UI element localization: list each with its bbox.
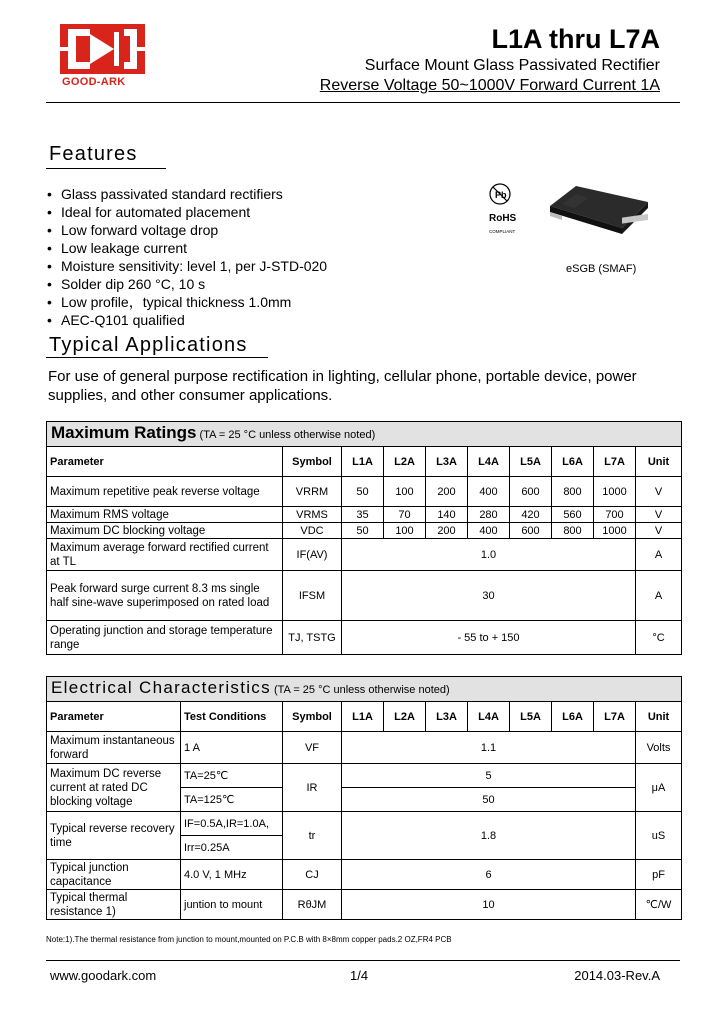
col-header: Parameter [47, 447, 283, 477]
row-value: 700 [594, 507, 636, 523]
col-header: L7A [594, 447, 636, 477]
row-condition: TA=25℃ [181, 764, 283, 788]
row-value: 400 [468, 477, 510, 507]
revision: 2014.03-Rev.A [574, 968, 660, 983]
footnote: Note:1).The thermal resistance from junction to mount,mounted on P.C.B with 8×8mm copper pads.2 OZ,FR4 PCB [46, 935, 452, 944]
row-unit: pF [636, 860, 682, 890]
row-param: Maximum average forward rectified current at TL [47, 539, 283, 571]
col-header: L4A [468, 447, 510, 477]
rohs-label: RoHS [489, 213, 517, 224]
features-title: Features [49, 143, 138, 165]
row-param: Maximum DC blocking voltage [47, 523, 283, 539]
col-header: Unit [636, 447, 682, 477]
table-row [47, 732, 682, 764]
pb-label: Pb [495, 190, 507, 200]
row-value: 1000 [594, 523, 636, 539]
col-header: L2A [384, 702, 426, 732]
logo-text: GOOD-ARK [62, 76, 126, 88]
row-value: - 55 to + 150 [342, 621, 636, 655]
col-header: L4A [468, 702, 510, 732]
row-value: 10 [342, 890, 636, 920]
row-condition: 4.0 V, 1 MHz [181, 860, 283, 890]
table-row [47, 860, 682, 890]
table-row [47, 523, 682, 539]
row-unit: uS [636, 812, 682, 860]
applications-text: For use of general purpose rectification in lighting, cellular phone, portable device, power supplies, and other consumer applications. [48, 368, 637, 404]
company-logo [60, 24, 145, 74]
table-row [47, 812, 682, 836]
features-underline [46, 168, 166, 169]
row-param: Operating junction and storage temperature range [47, 621, 283, 655]
row-unit: μA [636, 764, 682, 812]
package-label: eSGB (SMAF) [566, 263, 637, 275]
document-subtitle: Surface Mount Glass Passivated Rectifier [364, 57, 660, 74]
row-value: 560 [552, 507, 594, 523]
electrical-condition: (TA = 25 °C unless otherwise noted) [273, 684, 450, 696]
row-value: 1.0 [342, 539, 636, 571]
col-header: L3A [426, 447, 468, 477]
row-value: 1.8 [342, 812, 636, 860]
row-symbol: IFSM [283, 571, 342, 621]
footer-url: www.goodark.com [50, 968, 157, 983]
row-value: 140 [426, 507, 468, 523]
table-row [47, 764, 682, 788]
row-value: 280 [468, 507, 510, 523]
row-symbol: IF(AV) [283, 539, 342, 571]
row-value: 70 [384, 507, 426, 523]
row-param: Peak forward surge current 8.3 ms single half sine-wave superimposed on rated load [47, 571, 283, 621]
max-ratings-title: Maximum Ratings [51, 423, 197, 442]
table-row [47, 539, 682, 571]
col-header: L7A [594, 702, 636, 732]
row-symbol: VRMS [283, 507, 342, 523]
row-param: Typical reverse recovery time [47, 812, 181, 860]
document-rating: Reverse Voltage 50~1000V Forward Current 1A [319, 77, 660, 94]
row-unit: V [636, 507, 682, 523]
table-header-row [47, 447, 682, 477]
row-param: Maximum DC reverse current at rated DC blocking voltage [47, 764, 181, 812]
applications-title: Typical Applications [49, 334, 248, 356]
table-row [47, 621, 682, 655]
features-list [47, 185, 327, 329]
table-row [47, 890, 682, 920]
row-value: 30 [342, 571, 636, 621]
row-value: 600 [510, 477, 552, 507]
col-header: Parameter [47, 702, 181, 732]
row-value: 200 [426, 523, 468, 539]
feature-item: • Glass passivated standard rectifiers [47, 185, 327, 203]
row-symbol: VRRM [283, 477, 342, 507]
page-number: 1/4 [350, 968, 369, 983]
applications-underline [46, 357, 268, 358]
row-value: 100 [384, 523, 426, 539]
col-header: Test Conditions [181, 702, 283, 732]
col-header: L1A [342, 447, 384, 477]
row-value: 100 [384, 477, 426, 507]
feature-item: • Moisture sensitivity: level 1, per J-STD-020 [47, 257, 327, 275]
row-unit: A [636, 539, 682, 571]
row-unit: V [636, 523, 682, 539]
row-value: 6 [342, 860, 636, 890]
feature-item: • AEC-Q101 qualified [47, 311, 327, 329]
col-header: L1A [342, 702, 384, 732]
row-unit: A [636, 571, 682, 621]
maximum-ratings-table [46, 421, 682, 655]
row-value: 200 [426, 477, 468, 507]
row-symbol: TJ, TSTG [283, 621, 342, 655]
row-value: 420 [510, 507, 552, 523]
row-symbol: VDC [283, 523, 342, 539]
max-ratings-title-row [47, 422, 682, 447]
package-image [548, 176, 652, 238]
max-ratings-condition: (TA = 25 °C unless otherwise noted) [199, 429, 376, 441]
row-symbol: CJ [283, 860, 342, 890]
table-row [47, 571, 682, 621]
rohs-badge-icon [488, 180, 530, 236]
col-header: L2A [384, 447, 426, 477]
row-condition: 1 A [181, 732, 283, 764]
row-param: Maximum instantaneous forward [47, 732, 181, 764]
row-symbol: tr [283, 812, 342, 860]
row-value: 800 [552, 477, 594, 507]
row-unit: °C [636, 621, 682, 655]
row-param: Maximum RMS voltage [47, 507, 283, 523]
header-divider [46, 102, 680, 103]
row-param: Maximum repetitive peak reverse voltage [47, 477, 283, 507]
row-symbol: IR [283, 764, 342, 812]
row-value: 400 [468, 523, 510, 539]
table-row [47, 507, 682, 523]
row-value: 1000 [594, 477, 636, 507]
col-header: Unit [636, 702, 682, 732]
electrical-characteristics-table [46, 676, 682, 920]
feature-item: • Low leakage current [47, 239, 327, 257]
row-param: Typical junction capacitance [47, 860, 181, 890]
col-header: L6A [552, 447, 594, 477]
row-symbol: VF [283, 732, 342, 764]
col-header: L6A [552, 702, 594, 732]
row-value: 600 [510, 523, 552, 539]
feature-item: • Solder dip 260 °C, 10 s [47, 275, 327, 293]
row-unit: ℃/W [636, 890, 682, 920]
row-unit: Volts [636, 732, 682, 764]
row-value: 1.1 [342, 732, 636, 764]
row-symbol: RθJM [283, 890, 342, 920]
feature-item: • Ideal for automated placement [47, 203, 327, 221]
col-header: L5A [510, 447, 552, 477]
row-condition: Irr=0.25A [181, 836, 283, 860]
table-row [47, 477, 682, 507]
row-condition: IF=0.5A,IR=1.0A, [181, 812, 283, 836]
feature-item: • Low profile，typical thickness 1.0mm [47, 293, 327, 311]
row-param: Typical thermal resistance 1) [47, 890, 181, 920]
table-header-row [47, 702, 682, 732]
col-header: L3A [426, 702, 468, 732]
col-header: L5A [510, 702, 552, 732]
row-value: 50 [342, 788, 636, 812]
document-title: L1A thru L7A [491, 24, 660, 54]
feature-item: • Low forward voltage drop [47, 221, 327, 239]
row-condition: juntion to mount [181, 890, 283, 920]
electrical-title-row [47, 677, 682, 702]
electrical-title: Electrical Characteristics [51, 678, 271, 697]
row-value: 800 [552, 523, 594, 539]
row-value: 50 [342, 477, 384, 507]
row-value: 50 [342, 523, 384, 539]
row-value: 5 [342, 764, 636, 788]
row-unit: V [636, 477, 682, 507]
col-header: Symbol [283, 447, 342, 477]
row-value: 35 [342, 507, 384, 523]
rohs-sub-label: COMPLIANT [489, 229, 516, 234]
footer-divider [46, 960, 680, 961]
col-header: Symbol [283, 702, 342, 732]
row-condition: TA=125℃ [181, 788, 283, 812]
